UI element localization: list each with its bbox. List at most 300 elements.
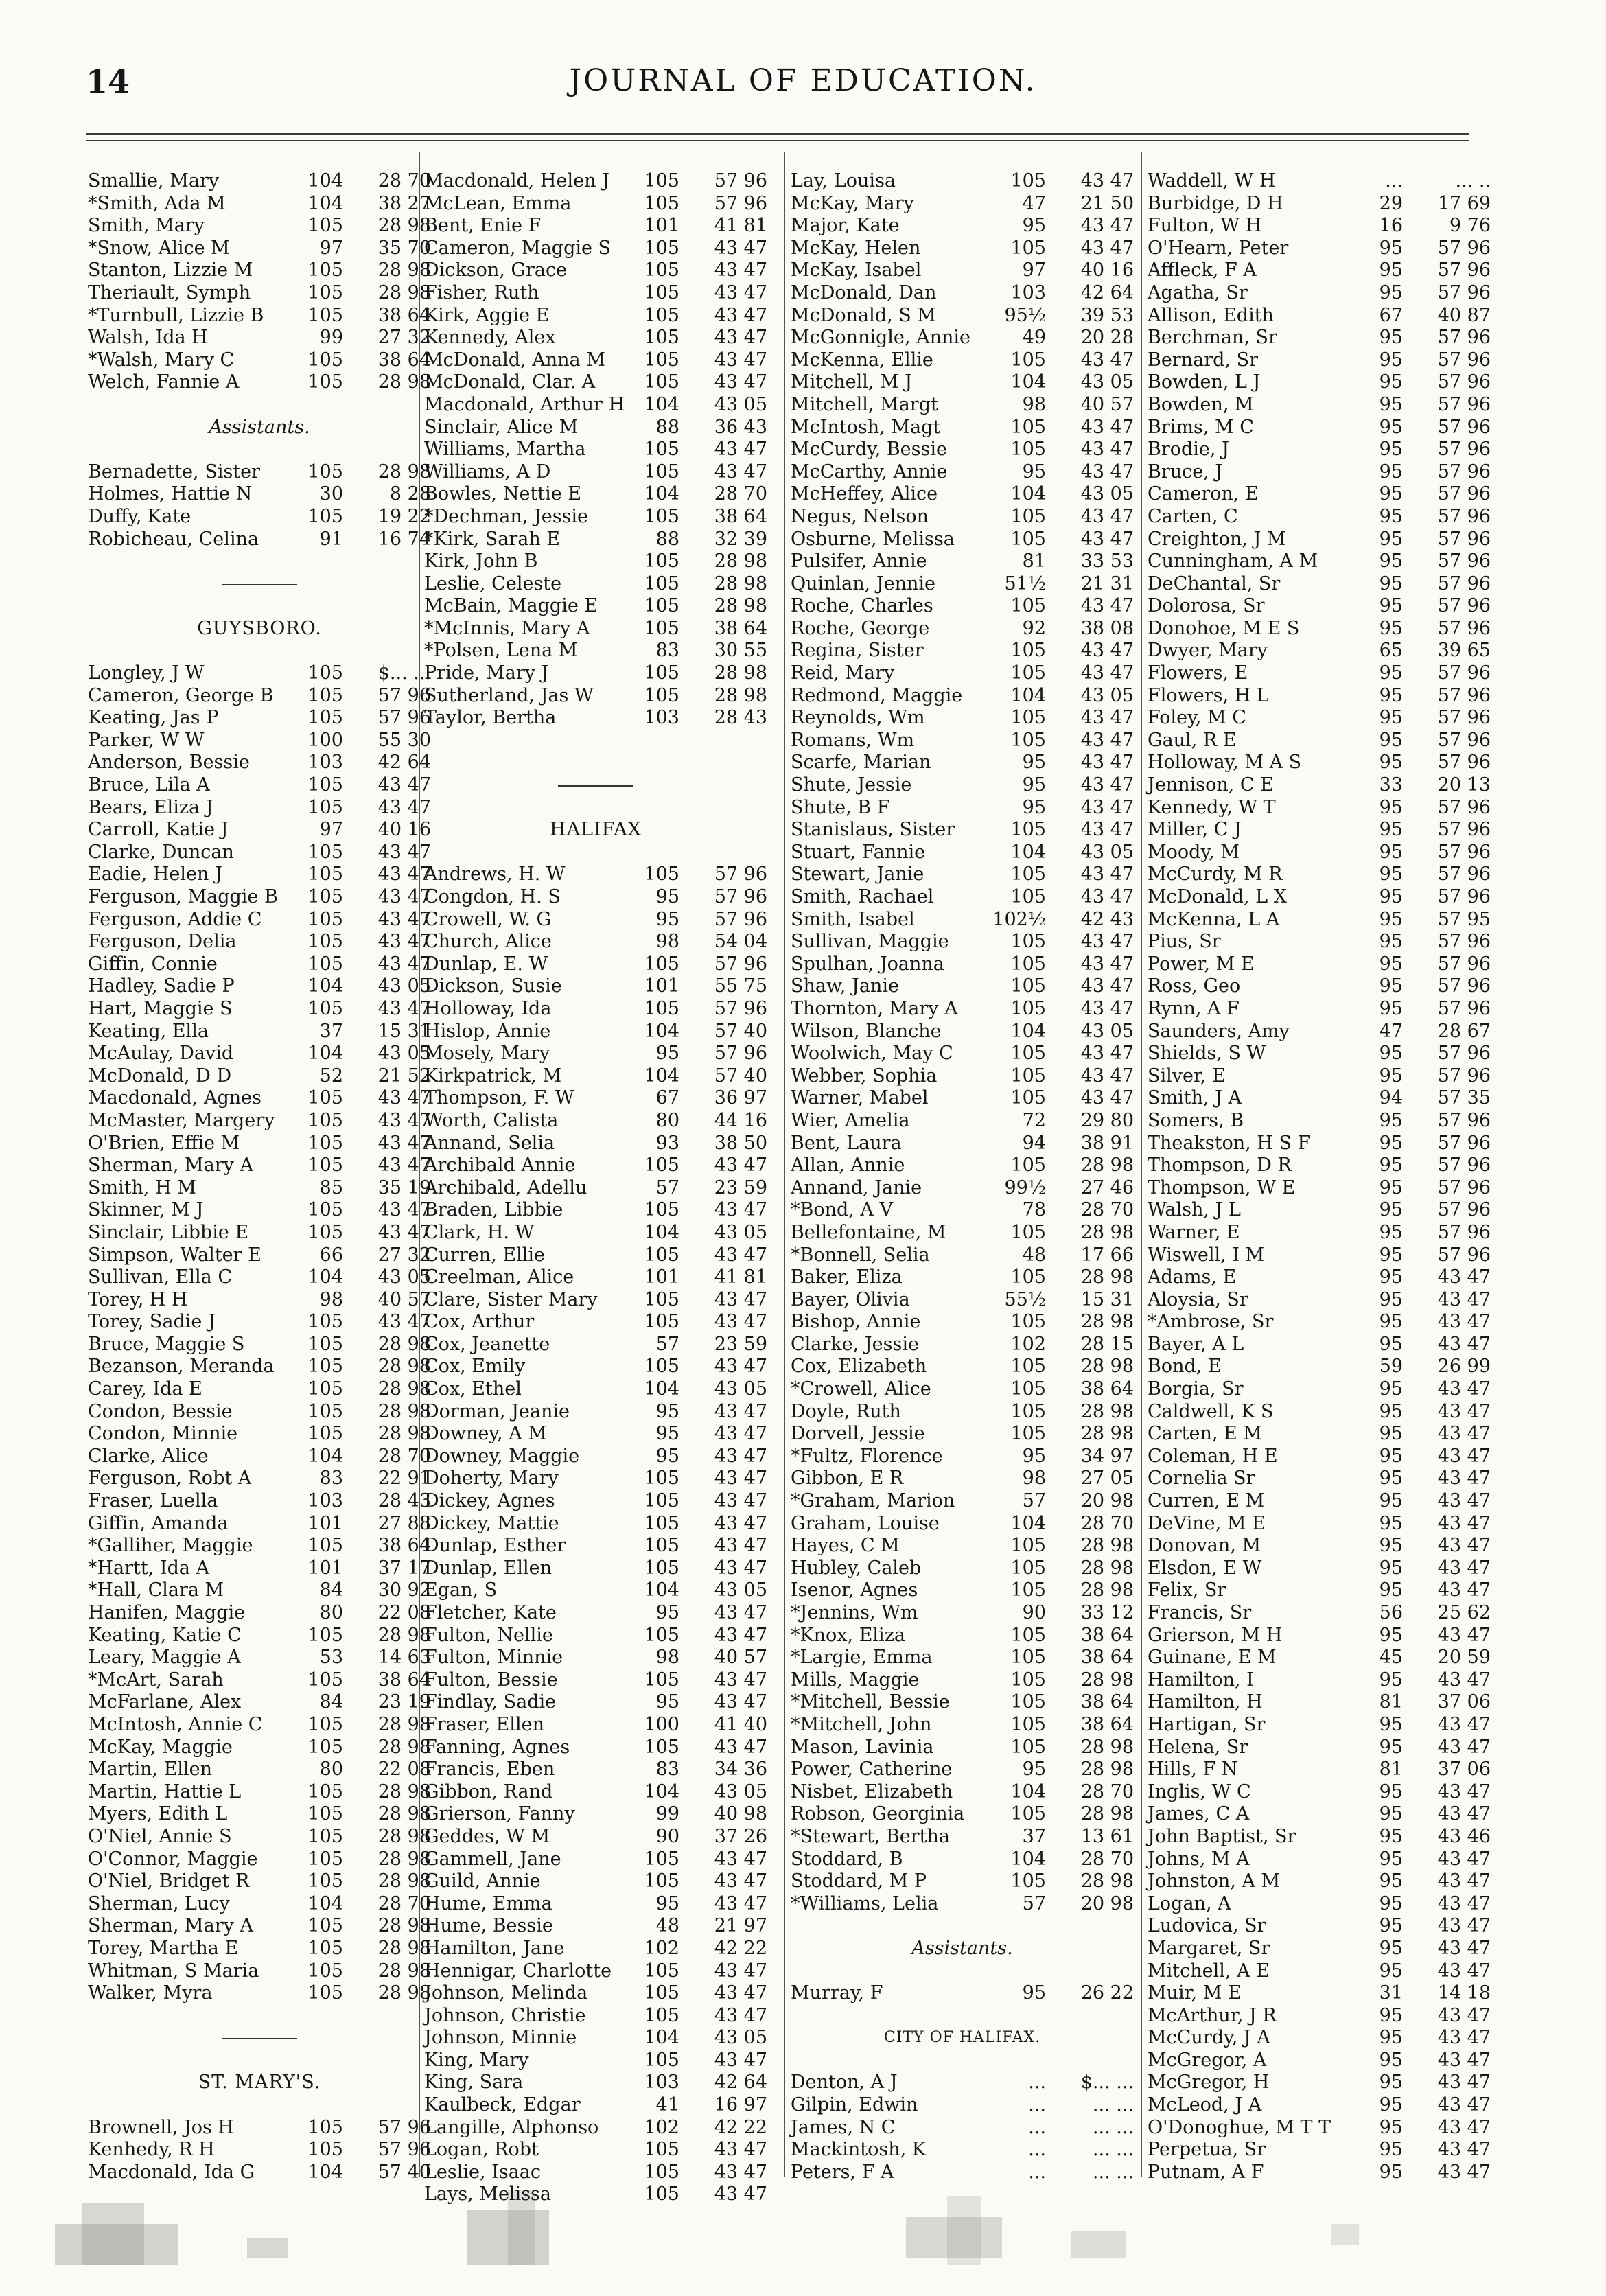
- grant-amount: 27 88: [377, 1512, 431, 1534]
- grant-amount: 57 96: [1437, 237, 1491, 259]
- list-item: [88, 327, 431, 349]
- grant-amount: 28 98: [1080, 1311, 1134, 1333]
- list-item: [88, 1087, 431, 1110]
- days-taught: 105: [644, 327, 679, 349]
- teacher-name: Reid, Mary: [791, 662, 895, 684]
- grant-amount: 43 47: [714, 1288, 767, 1310]
- grant-amount: 41 81: [714, 1266, 767, 1288]
- days-taught: 105: [1010, 1647, 1046, 1669]
- column-divider: [1141, 152, 1142, 2177]
- days-taught: 57: [655, 1176, 679, 1198]
- grant-amount: 57 40: [714, 1020, 767, 1042]
- list-item: [791, 1647, 1134, 1669]
- divider-dash: [558, 785, 633, 787]
- grant-amount: 35 70: [377, 237, 431, 259]
- subsection-heading: [791, 1938, 1134, 1960]
- teacher-name: Grierson, M H: [1148, 1624, 1283, 1646]
- list-item: [88, 1737, 431, 1759]
- teacher-name: Andrews, H. W: [424, 863, 566, 885]
- days-taught: 105: [644, 1870, 679, 1892]
- teacher-name: *Mitchell, Bessie: [791, 1691, 950, 1713]
- days-taught: 105: [1010, 1535, 1046, 1557]
- days-taught: 105: [307, 1736, 343, 1758]
- teacher-name: Martin, Hattie L: [88, 1781, 242, 1802]
- grant-amount: 43 47: [714, 1356, 767, 1378]
- grant-amount: 43 47: [714, 1736, 767, 1758]
- teacher-name: *Snow, Alice M: [88, 237, 230, 259]
- days-taught: 16: [1379, 215, 1403, 237]
- teacher-name: McDonald, L X: [1148, 886, 1287, 907]
- grant-amount: 43 47: [714, 1199, 767, 1221]
- days-taught: 95: [1379, 595, 1403, 617]
- grant-amount: 43 47: [714, 349, 767, 371]
- list-item: [424, 2139, 767, 2161]
- teacher-name: Mosely, Mary: [424, 1043, 550, 1065]
- days-taught: 105: [307, 1356, 343, 1378]
- teacher-name: Silver, E: [1148, 1065, 1226, 1087]
- grant-amount: 57 96: [1437, 1043, 1491, 1065]
- list-item: [791, 1535, 1134, 1557]
- grant-amount: 57 96: [714, 1043, 767, 1065]
- grant-amount: 43 47: [377, 796, 431, 818]
- days-taught: 101: [644, 1266, 679, 1288]
- days-taught: 95: [1379, 841, 1403, 863]
- days-taught: 105: [307, 1669, 343, 1691]
- list-item: [424, 1043, 767, 1065]
- teacher-name: Whitman, S Maria: [88, 1960, 259, 1982]
- teacher-name: McBain, Maggie E: [424, 595, 598, 617]
- list-item: [791, 886, 1134, 909]
- days-taught: 105: [1010, 640, 1046, 662]
- teacher-name: Bowles, Nettie E: [424, 483, 582, 505]
- grant-amount: 43 47: [1080, 997, 1134, 1019]
- days-taught: 95: [1379, 2094, 1403, 2116]
- teacher-name: Grierson, Fanny: [424, 1803, 575, 1825]
- list-item: [1148, 886, 1491, 909]
- list-item: [88, 529, 431, 551]
- grant-amount: 28 98: [377, 1378, 431, 1400]
- days-taught: 105: [307, 1937, 343, 1959]
- grant-amount: 43 47: [1437, 1892, 1491, 1914]
- grant-amount: 43 47: [714, 2161, 767, 2183]
- grant-amount: 20 98: [1080, 1892, 1134, 1914]
- list-item: [424, 2005, 767, 2028]
- days-taught: ...: [1028, 2161, 1046, 2183]
- days-taught: 104: [644, 1065, 679, 1087]
- days-taught: 47: [1379, 1020, 1403, 1042]
- list-item: [424, 1557, 767, 1580]
- days-taught: 105: [307, 1915, 343, 1937]
- days-taught: 105: [1010, 595, 1046, 617]
- grant-amount: 43 47: [1437, 2027, 1491, 2049]
- list-item: [88, 1401, 431, 1424]
- grant-amount: 43 47: [714, 371, 767, 393]
- teacher-name: Rynn, A F: [1148, 997, 1240, 1019]
- days-taught: 105: [644, 662, 679, 684]
- teacher-name: Caldwell, K S: [1148, 1400, 1274, 1422]
- list-item: [791, 327, 1134, 349]
- list-item: [791, 2094, 1134, 2117]
- grant-amount: 43 47: [714, 1691, 767, 1713]
- teacher-name: O'Connor, Maggie: [88, 1848, 258, 1870]
- days-taught: 105: [307, 505, 343, 527]
- list-item: [1148, 1133, 1491, 1155]
- days-taught: 95: [1379, 1065, 1403, 1087]
- spacer: [88, 640, 431, 662]
- list-item: [88, 1177, 431, 1200]
- grant-amount: 57 96: [1437, 841, 1491, 863]
- teacher-name: Muir, M E: [1148, 1982, 1242, 2004]
- teacher-name: McCarthy, Annie: [791, 461, 948, 483]
- teacher-name: Scarfe, Marian: [791, 752, 931, 774]
- days-taught: 95: [1379, 1892, 1403, 1914]
- days-taught: 95: [1379, 393, 1403, 415]
- list-item: [424, 2161, 767, 2184]
- teacher-name: Donovan, M: [1148, 1535, 1261, 1557]
- days-taught: 97: [1022, 259, 1046, 281]
- grant-amount: 28 98: [377, 1624, 431, 1646]
- grant-amount: 22 91: [377, 1468, 431, 1489]
- grant-amount: 43 47: [1080, 215, 1134, 237]
- list-item: [791, 752, 1134, 774]
- list-item: [791, 1870, 1134, 1893]
- teacher-name: Clarke, Duncan: [88, 841, 234, 863]
- teacher-name: Somers, B: [1148, 1109, 1244, 1131]
- days-taught: 98: [1022, 1468, 1046, 1489]
- teacher-name: Braden, Libbie: [424, 1199, 563, 1221]
- teacher-name: Johnson, Melinda: [424, 1982, 588, 2004]
- grant-amount: 43 47: [1437, 1490, 1491, 1512]
- days-taught: 105: [1010, 1221, 1046, 1243]
- list-item: [791, 1423, 1134, 1446]
- list-item: [1148, 1625, 1491, 1647]
- days-taught: 90: [655, 1825, 679, 1847]
- list-item: [88, 1065, 431, 1088]
- list-item: [1148, 2027, 1491, 2050]
- days-taught: 105: [1010, 1736, 1046, 1758]
- days-taught: 57: [1022, 1490, 1046, 1512]
- list-item: [88, 1133, 431, 1155]
- days-taught: 105: [1010, 170, 1046, 192]
- teacher-name: McFarlane, Alex: [88, 1691, 242, 1713]
- teacher-name: Bruce, J: [1148, 461, 1223, 483]
- days-taught: 105: [1010, 439, 1046, 461]
- teacher-name: Curren, E M: [1148, 1490, 1265, 1512]
- grant-amount: 43 47: [1437, 1624, 1491, 1646]
- grant-amount: 43 47: [1080, 170, 1134, 192]
- teacher-name: Williams, Martha: [424, 439, 586, 461]
- list-item: [88, 1826, 431, 1848]
- list-item: [88, 797, 431, 820]
- list-item: [1148, 1378, 1491, 1401]
- days-taught: ...: [1028, 2116, 1046, 2138]
- list-item: [88, 707, 431, 730]
- days-taught: 104: [1010, 1020, 1046, 1042]
- teacher-name: McIntosh, Magt: [791, 416, 941, 438]
- grant-amount: 43 05: [714, 2027, 767, 2049]
- grant-amount: 20 28: [1080, 327, 1134, 349]
- list-item: [424, 1446, 767, 1468]
- list-item: [424, 998, 767, 1021]
- list-item: [791, 1446, 1134, 1468]
- list-item: [424, 1803, 767, 1826]
- days-taught: 105: [1010, 1400, 1046, 1422]
- list-item: [424, 1378, 767, 1401]
- list-item: [1148, 752, 1491, 774]
- list-item: [1148, 1870, 1491, 1893]
- days-taught: 95: [1379, 953, 1403, 975]
- grant-amount: 28 98: [1080, 1400, 1134, 1422]
- list-item: [1148, 1087, 1491, 1110]
- list-item: [424, 618, 767, 640]
- grant-amount: 33 12: [1080, 1602, 1134, 1623]
- list-item: [424, 417, 767, 439]
- teacher-name: Fulton, Bessie: [424, 1669, 558, 1691]
- grant-amount: 15 31: [377, 1020, 431, 1042]
- list-item: [424, 1199, 767, 1222]
- teacher-name: Smallie, Mary: [88, 170, 220, 192]
- days-taught: 95: [1379, 2027, 1403, 2049]
- teacher-name: Gibbon, E R: [791, 1468, 904, 1489]
- grant-amount: 57 35: [1437, 1087, 1491, 1109]
- grant-amount: 28 98: [377, 1870, 431, 1892]
- days-taught: 105: [644, 550, 679, 572]
- teacher-name: Hadley, Sadie P: [88, 975, 235, 997]
- teacher-name: Reynolds, Wm: [791, 707, 925, 729]
- teacher-name: Williams, A D: [424, 461, 551, 483]
- days-taught: 105: [644, 617, 679, 639]
- days-taught: 105: [1010, 1155, 1046, 1176]
- grant-amount: 43 47: [714, 1400, 767, 1422]
- days-taught: 105: [307, 908, 343, 930]
- grant-amount: 43 47: [1437, 2049, 1491, 2071]
- days-taught: 98: [319, 1288, 343, 1310]
- list-item: [1148, 2094, 1491, 2117]
- days-taught: 95: [655, 908, 679, 930]
- grant-amount: 43 47: [714, 1445, 767, 1467]
- teacher-name: Webber, Sophia: [791, 1065, 938, 1087]
- grant-amount: 16 74: [377, 528, 431, 550]
- grant-amount: 43 47: [1437, 1960, 1491, 1982]
- teacher-name: Dunlap, Ellen: [424, 1557, 552, 1579]
- list-item: [88, 305, 431, 327]
- teacher-name: Keating, Katie C: [88, 1624, 242, 1646]
- teacher-name: Negus, Nelson: [791, 505, 929, 527]
- list-item: [791, 282, 1134, 305]
- heading-text: Assistants.: [209, 416, 310, 438]
- teacher-name: Kirkpatrick, M: [424, 1065, 562, 1087]
- teacher-name: Pulsifer, Annie: [791, 550, 927, 572]
- list-item: [791, 640, 1134, 662]
- teacher-name: Brownell, Jos H: [88, 2116, 234, 2138]
- grant-amount: 57 96: [1437, 1109, 1491, 1131]
- grant-amount: 43 47: [1080, 595, 1134, 617]
- teacher-name: Power, Catherine: [791, 1759, 953, 1781]
- teacher-name: Martin, Ellen: [88, 1759, 213, 1781]
- days-taught: 47: [1022, 192, 1046, 214]
- grant-amount: 28 98: [1080, 1759, 1134, 1781]
- days-taught: 98: [655, 1647, 679, 1669]
- list-item: [791, 1759, 1134, 1781]
- grant-amount: 28 70: [714, 483, 767, 505]
- list-item: [1148, 953, 1491, 976]
- list-item: [424, 1826, 767, 1848]
- grant-amount: 57 96: [1437, 483, 1491, 505]
- grant-amount: 43 47: [714, 327, 767, 349]
- teacher-name: Congdon, H. S: [424, 886, 561, 907]
- teacher-name: *Crowell, Alice: [791, 1378, 931, 1400]
- days-taught: ...: [1385, 170, 1403, 192]
- grant-amount: 57 96: [1437, 1176, 1491, 1198]
- list-item: [88, 1378, 431, 1401]
- list-item: [791, 774, 1134, 797]
- grant-amount: 28 98: [377, 371, 431, 393]
- days-taught: 95: [1379, 2004, 1403, 2026]
- teacher-name: *Largie, Emma: [791, 1647, 933, 1669]
- list-item: [1148, 439, 1491, 461]
- teacher-name: Gammell, Jane: [424, 1848, 561, 1870]
- days-taught: 105: [1010, 975, 1046, 997]
- list-item: [791, 931, 1134, 953]
- days-taught: 105: [307, 863, 343, 885]
- teacher-name: Johnston, A M: [1148, 1870, 1281, 1892]
- column-4: [1148, 170, 1491, 2183]
- grant-amount: 28 98: [714, 662, 767, 684]
- list-item: [1148, 998, 1491, 1021]
- list-item: [88, 909, 431, 931]
- list-item: [424, 2117, 767, 2140]
- days-taught: 95: [1379, 863, 1403, 885]
- teacher-name: Lay, Louisa: [791, 170, 896, 192]
- days-taught: 95: [1379, 997, 1403, 1019]
- days-taught: 95: [1379, 416, 1403, 438]
- list-item: [1148, 193, 1491, 216]
- list-item: [791, 998, 1134, 1021]
- list-item: [1148, 1177, 1491, 1200]
- days-taught: 95: [1379, 550, 1403, 572]
- teacher-name: Cameron, Maggie S: [424, 237, 612, 259]
- grant-amount: 27 05: [1080, 1468, 1134, 1489]
- teacher-name: Pride, Mary J: [424, 662, 549, 684]
- list-item: [424, 1579, 767, 1602]
- grant-amount: 28 98: [377, 1960, 431, 1982]
- grant-amount: 43 47: [714, 2004, 767, 2026]
- section-divider: [88, 2027, 431, 2050]
- list-item: [88, 1244, 431, 1267]
- grant-amount: 43 47: [1437, 2072, 1491, 2094]
- teacher-name: Francis, Eben: [424, 1759, 555, 1781]
- list-item: [1148, 842, 1491, 864]
- list-item: [1148, 1938, 1491, 1960]
- list-item: [1148, 1446, 1491, 1468]
- teacher-name: Condon, Bessie: [88, 1400, 233, 1422]
- teacher-name: Ferguson, Delia: [88, 931, 237, 953]
- grant-amount: 38 64: [1080, 1378, 1134, 1400]
- list-item: [1148, 1714, 1491, 1737]
- teacher-name: Dickey, Agnes: [424, 1490, 555, 1512]
- days-taught: 105: [1010, 729, 1046, 751]
- header-rule: [86, 133, 1469, 135]
- grant-amount: 28 70: [1080, 1781, 1134, 1802]
- spacer: [791, 1915, 1134, 1938]
- teacher-name: O'Niel, Annie S: [88, 1825, 232, 1847]
- teacher-name: Dunlap, Esther: [424, 1535, 566, 1557]
- teacher-name: Ross, Geo: [1148, 975, 1241, 997]
- list-item: [88, 1356, 431, 1378]
- teacher-name: Ferguson, Addie C: [88, 908, 262, 930]
- days-taught: 31: [1379, 1982, 1403, 2004]
- list-item: [791, 1401, 1134, 1424]
- spacer: [88, 2094, 431, 2117]
- teacher-name: Sinclair, Libbie E: [88, 1221, 249, 1243]
- list-item: [791, 662, 1134, 685]
- grant-amount: 28 70: [1080, 1848, 1134, 1870]
- grant-amount: 28 70: [377, 1445, 431, 1467]
- list-item: [88, 1848, 431, 1871]
- days-taught: 105: [1010, 1423, 1046, 1445]
- list-item: [424, 2027, 767, 2050]
- days-taught: 95: [1379, 1512, 1403, 1534]
- grant-amount: 43 47: [1437, 2004, 1491, 2026]
- list-item: [1148, 707, 1491, 730]
- teacher-name: Giffin, Amanda: [88, 1512, 229, 1534]
- list-item: [424, 707, 767, 730]
- grant-amount: 57 96: [1437, 796, 1491, 818]
- grant-amount: 43 47: [714, 1982, 767, 2004]
- list-item: [1148, 1199, 1491, 1222]
- grant-amount: 55 75: [714, 975, 767, 997]
- grant-amount: 57 96: [1437, 1132, 1491, 1154]
- list-item: [791, 1378, 1134, 1401]
- days-taught: 99: [319, 327, 343, 349]
- grant-amount: 43 47: [714, 2139, 767, 2161]
- teacher-name: Allan, Annie: [791, 1155, 905, 1176]
- grant-amount: 43 05: [714, 393, 767, 415]
- days-taught: 98: [655, 931, 679, 953]
- days-taught: 95: [1379, 1221, 1403, 1243]
- grant-amount: 57 96: [1437, 1221, 1491, 1243]
- days-taught: 52: [319, 1065, 343, 1087]
- grant-amount: 21 52: [377, 1065, 431, 1087]
- list-item: [424, 282, 767, 305]
- list-item: [1148, 685, 1491, 708]
- teacher-name: Sinclair, Alice M: [424, 416, 579, 438]
- days-taught: 105: [307, 1803, 343, 1825]
- grant-amount: 42 64: [377, 752, 431, 774]
- section-heading: [88, 2072, 431, 2094]
- list-item: [424, 1356, 767, 1378]
- teacher-name: Shields, S W: [1148, 1043, 1266, 1065]
- teacher-name: DeVine, M E: [1148, 1512, 1266, 1534]
- list-item: [791, 707, 1134, 730]
- list-item: [424, 1266, 767, 1289]
- days-taught: 95: [1379, 1825, 1403, 1847]
- list-item: [791, 1356, 1134, 1378]
- grant-amount: 43 47: [1437, 1333, 1491, 1355]
- list-item: [424, 1513, 767, 1535]
- teacher-name: *Mitchell, John: [791, 1713, 932, 1735]
- list-item: [424, 1222, 767, 1244]
- teacher-name: *Bonnell, Selia: [791, 1244, 930, 1266]
- teacher-name: Hanifen, Maggie: [88, 1602, 246, 1623]
- teacher-name: Bishop, Annie: [791, 1311, 921, 1333]
- teacher-name: Thompson, F. W: [424, 1087, 574, 1109]
- days-taught: 105: [1010, 349, 1046, 371]
- teacher-name: Leslie, Isaac: [424, 2161, 542, 2183]
- days-taught: 105: [307, 1825, 343, 1847]
- grant-amount: 43 47: [1080, 237, 1134, 259]
- teacher-name: Bellefontaine, M: [791, 1221, 946, 1243]
